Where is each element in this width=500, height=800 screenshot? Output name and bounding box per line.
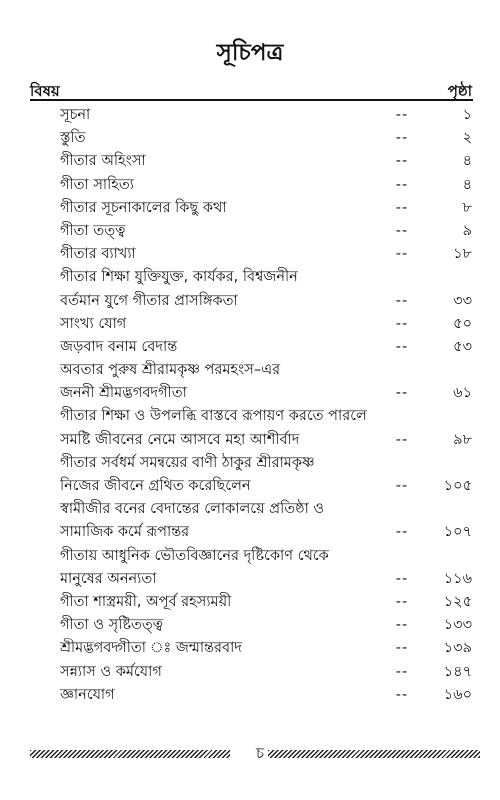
- toc-entry: [0, 637, 500, 660]
- toc-entry: [0, 382, 500, 405]
- toc-entry-title: জড়বাদ বনাম বেদান্ত: [60, 338, 178, 355]
- toc-entry-page: ৪: [462, 153, 472, 170]
- page-header: পৃষ্ঠা: [447, 82, 472, 100]
- toc-entry-dash: --: [395, 176, 409, 193]
- toc-entry: [0, 568, 500, 591]
- toc-entry-title: গীতা সাহিত্য: [60, 176, 134, 193]
- toc-entry-page: ৪: [462, 176, 472, 193]
- toc-entry: [0, 290, 500, 313]
- toc-entry: [0, 220, 500, 243]
- toc-entry-dash: --: [395, 593, 409, 610]
- toc-entry: [0, 336, 500, 359]
- toc-entry-page: ৫০: [453, 315, 472, 332]
- toc-entry: [0, 521, 500, 544]
- toc-entry-dash: --: [395, 292, 409, 309]
- toc-entry-page: ৬১: [453, 385, 472, 402]
- toc-entry-dash: --: [395, 478, 409, 494]
- toc-entry-title: সাংখ্য যোগ: [60, 315, 127, 332]
- toc-entry: [0, 243, 500, 266]
- toc-entry-title: গীতার শিক্ষা যুক্তিযুক্ত, কার্যকর, বিশ্বজনীন: [60, 269, 298, 286]
- footer-ornament-left: [30, 750, 230, 758]
- toc-entry-page: ৮: [462, 199, 472, 216]
- toc-entry: [0, 405, 500, 428]
- toc-entry: [0, 661, 500, 684]
- toc-entry: [0, 475, 500, 498]
- page-title: সূচিপত্র: [216, 40, 284, 66]
- toc-entry-dash: --: [395, 524, 409, 541]
- toc-entry-page: ১৩৯: [443, 640, 472, 657]
- toc-entry-dash: --: [395, 246, 409, 263]
- toc-entry: [0, 684, 500, 707]
- toc-entry-dash: --: [395, 222, 409, 239]
- toc-entry: [0, 174, 500, 197]
- toc-entry-page: ১২৫: [443, 593, 472, 610]
- toc-entry-dash: --: [395, 617, 409, 634]
- toc-entry-page: ১৬০: [443, 686, 472, 703]
- page-number: চ: [255, 744, 265, 762]
- header-divider: [30, 99, 473, 101]
- toc-entry-dash: --: [395, 107, 409, 123]
- toc-entry-title: জননী শ্রীমদ্ভগবদগীতা: [60, 385, 187, 402]
- toc-entry-page: ৫৩: [453, 338, 472, 355]
- toc-entry-dash: --: [395, 153, 409, 170]
- toc-entry-dash: --: [395, 385, 409, 402]
- toc-entry: [0, 545, 500, 568]
- toc-entry-dash: --: [395, 570, 409, 587]
- toc-entry-title: গীতায় আধুনিক ভৌতবিজ্ঞানের দৃষ্টিকোণ থেকে: [60, 547, 329, 564]
- toc-entry-page: ২: [462, 130, 472, 147]
- toc-entry-title: সূচনা: [60, 107, 91, 123]
- toc-entry: [0, 614, 500, 637]
- toc-entry: [0, 127, 500, 150]
- toc-entry: [0, 498, 500, 521]
- toc-entry-title: স্তুতি: [60, 130, 86, 147]
- toc-entry-title: গীতার ব্যাখ্যা: [60, 246, 136, 263]
- toc-entry-dash: --: [395, 315, 409, 332]
- toc-entry-title: সামাজিক কর্মে রূপান্তর: [60, 524, 190, 541]
- toc-entry-title: জ্ঞানযোগ: [60, 686, 115, 703]
- toc-entry-dash: --: [395, 199, 409, 216]
- toc-entry-page: ১১৬: [443, 570, 472, 587]
- table-of-contents: [0, 104, 500, 707]
- toc-entry-page: ১৪৭: [443, 663, 472, 680]
- toc-entry-dash: --: [395, 663, 409, 680]
- toc-entry: [0, 104, 500, 127]
- toc-entry-title: গীতার শিক্ষা ও উপলব্ধি বাস্তবে রূপায়ণ করতে পারলে: [60, 408, 367, 425]
- toc-entry-title: গীতা শাস্ত্রময়ী, অপূর্ব রহস্যময়ী: [60, 593, 232, 610]
- toc-entry-title: সন্ন্যাস ও কর্মযোগ: [60, 663, 162, 680]
- toc-entry-title: সমষ্টি জীবনের নেমে আসবে মহা আশীর্বাদ: [60, 431, 300, 448]
- toc-entry-title: মানুষের অনন্যতা: [60, 570, 157, 587]
- toc-entry-title: শ্রীমদ্ভগবদ্গীতা ঃ জন্মান্তরবাদ: [60, 640, 242, 657]
- toc-entry-title: বর্তমান যুগে গীতার প্রাসঙ্গিকতা: [60, 292, 238, 309]
- toc-entry-title: গীতা ও সৃষ্টিতত্ত্ব: [60, 617, 164, 634]
- toc-entry-dash: --: [395, 431, 409, 448]
- toc-entry: [0, 150, 500, 173]
- toc-entry-page: ৯: [462, 222, 472, 239]
- toc-entry-title: অবতার পুরুষ শ্রীরামকৃষ্ণ পরমহংস–এর: [60, 362, 281, 379]
- subject-header: বিষয়: [30, 82, 60, 100]
- toc-entry-dash: --: [395, 640, 409, 657]
- toc-entry-page: ৯৮: [453, 431, 472, 448]
- toc-entry-title: গীতার অহিংসা: [60, 153, 146, 170]
- toc-entry-page: ১: [462, 107, 472, 123]
- toc-entry-title: গীতার সূচনাকালের কিছু কথা: [60, 199, 227, 216]
- footer-ornament-right: [268, 750, 480, 758]
- toc-entry: [0, 313, 500, 336]
- toc-entry: [0, 591, 500, 614]
- toc-entry: [0, 197, 500, 220]
- toc-entry-page: ৩৩: [453, 292, 472, 309]
- toc-entry: [0, 359, 500, 382]
- toc-entry-page: ১৩৩: [443, 617, 472, 634]
- toc-entry: [0, 266, 500, 289]
- toc-entry-title: গীতার সর্বধর্ম সমন্বয়ের বাণী ঠাকুর শ্রীরামকৃষ্ণ: [60, 454, 315, 471]
- toc-entry: [0, 452, 500, 475]
- toc-entry-title: গীতা তত্ত্ব: [60, 222, 126, 239]
- toc-entry-title: নিজের জীবনে গ্রথিত করেছিলেন: [60, 478, 251, 494]
- toc-entry-page: ১০৫: [443, 478, 472, 494]
- toc-entry: [0, 429, 500, 452]
- toc-entry-page: ১০৭: [443, 524, 472, 541]
- toc-entry-dash: --: [395, 130, 409, 147]
- toc-entry-page: ১৮: [453, 246, 472, 263]
- toc-entry-dash: --: [395, 338, 409, 355]
- footer: [30, 744, 480, 764]
- toc-entry-dash: --: [395, 686, 409, 703]
- toc-entry-title: স্বামীজীর বনের বেদান্তের লোকালয়ে প্রতিষ্ঠা ও: [60, 501, 325, 518]
